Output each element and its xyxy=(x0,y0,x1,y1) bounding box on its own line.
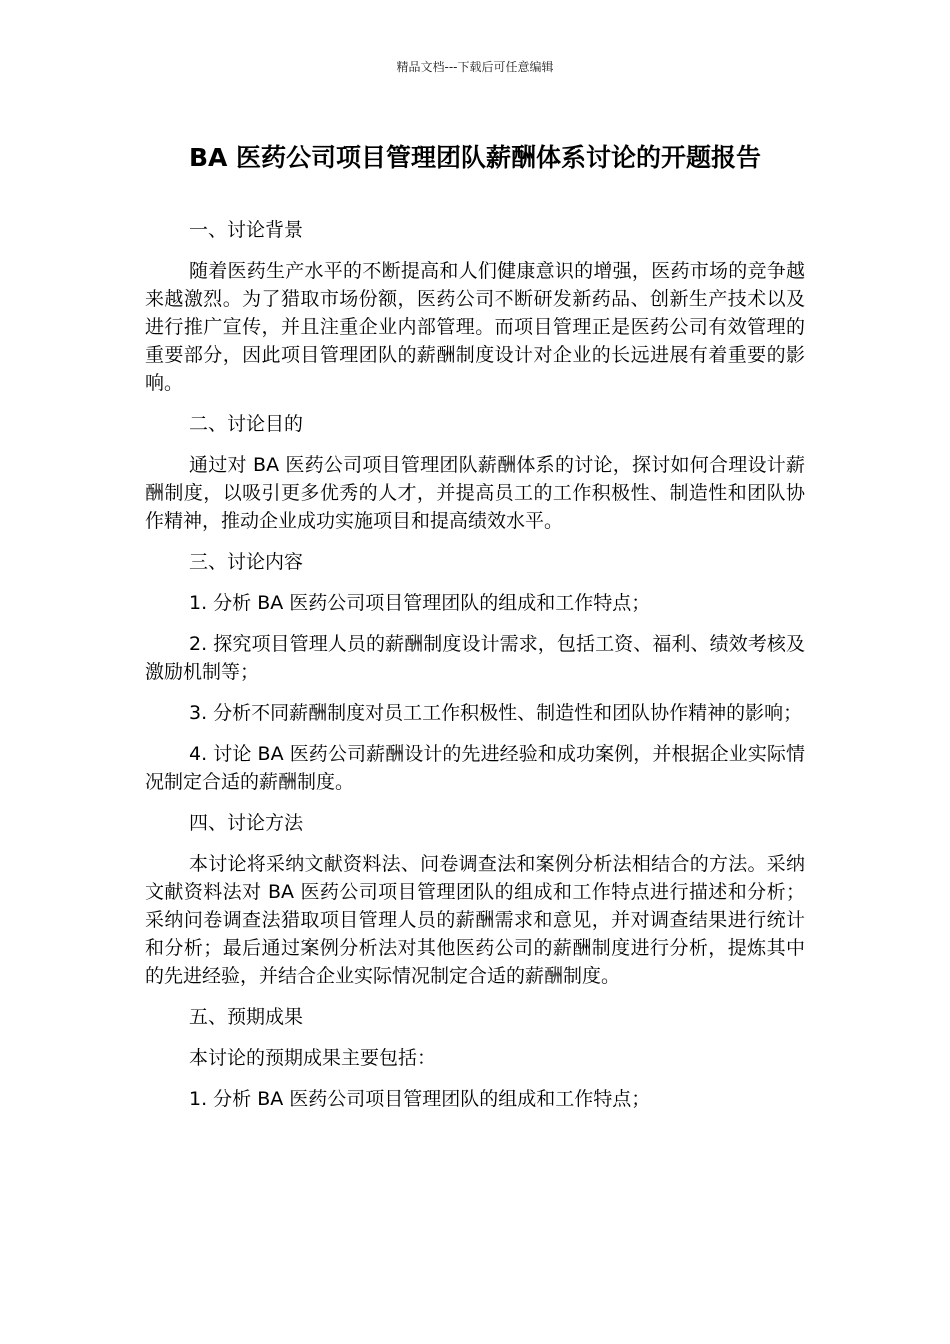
page-header-watermark: 精品文档---下载后可任意编辑 xyxy=(396,60,554,74)
section-heading-background: 一、讨论背景 xyxy=(189,219,304,241)
document-title: BA 医药公司项目管理团队薪酬体系讨论的开题报告 xyxy=(188,143,762,172)
section-heading-purpose: 二、讨论目的 xyxy=(189,413,304,435)
paragraph: 随着医药生产水平的不断提高和人们健康意识的增强，医药市场的竞争越来越激烈。为了猎取市场份额，医药公司不断研发新药品、创新生产技术以及进行推广宣传，并且注重企业内部管理。而项目管理正是医药公司有效管理的重要部分，因此项目管理团队的薪酬制度设计对企业的长远进展有着重要的影响。 xyxy=(145,260,805,394)
list-item: 2. 探究项目管理人员的薪酬制度设计需求，包括工资、福利、绩效考核及激励机制等； xyxy=(145,633,805,683)
paragraph: 通过对 BA 医药公司项目管理团队薪酬体系的讨论，探讨如何合理设计薪酬制度，以吸引更多优秀的人才，并提高员工的工作积极性、制造性和团队协作精神，推动企业成功实施项目和提高绩效水平。 xyxy=(145,454,805,532)
section-heading-method: 四、讨论方法 xyxy=(189,812,304,834)
document-body xyxy=(145,216,805,1126)
paragraph: 本讨论将采纳文献资料法、问卷调查法和案例分析法相结合的方法。采纳文献资料法对 BA 医药公司项目管理团队的组成和工作特点进行描述和分析；采纳问卷调查法猎取项目管理人员的薪酬需求和意见，并对调查结果进行统计和分析；最后通过案例分析法对其他医药公司的薪酬制度进行分析，提炼其中的先进经验，并结合企业实际情况制定合适的薪酬制度。 xyxy=(145,853,805,987)
list-item: 4. 讨论 BA 医药公司薪酬设计的先进经验和成功案例，并根据企业实际情况制定合适的薪酬制度。 xyxy=(145,743,805,793)
list-item: 1. 分析 BA 医药公司项目管理团队的组成和工作特点； xyxy=(189,1088,651,1110)
section-heading-content: 三、讨论内容 xyxy=(189,551,304,573)
section-heading-expected-results: 五、预期成果 xyxy=(189,1006,304,1028)
list-item: 3. 分析不同薪酬制度对员工工作积极性、制造性和团队协作精神的影响； xyxy=(189,702,803,724)
list-item: 1. 分析 BA 医药公司项目管理团队的组成和工作特点； xyxy=(189,592,651,614)
paragraph: 本讨论的预期成果主要包括： xyxy=(189,1047,437,1069)
